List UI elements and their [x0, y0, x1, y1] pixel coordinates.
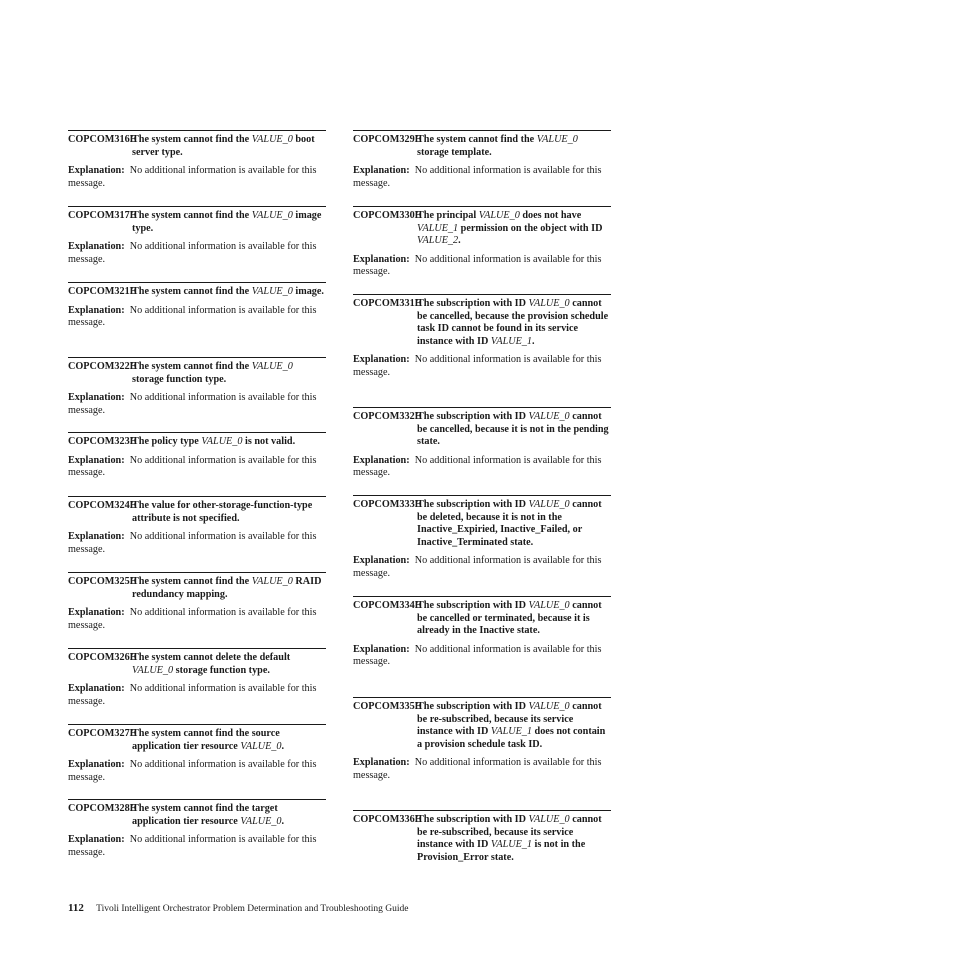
message-entry [353, 407, 611, 480]
variable-placeholder: VALUE_0 [132, 664, 174, 676]
message-text: The system cannot find the [132, 134, 252, 145]
variable-placeholder: VALUE_1 [417, 222, 459, 234]
variable-placeholder: VALUE_0 [240, 740, 282, 752]
explanation-label: Explanation: [68, 304, 125, 316]
message-code: COPCOM328E [68, 803, 137, 814]
message-text: The value for other-storage-function-type attribute is not specified. [132, 500, 313, 524]
message-entry [68, 130, 326, 190]
message-code: COPCOM324E [68, 500, 137, 511]
message-text: The system cannot find the target application tier resource [132, 803, 278, 827]
message-entry [68, 799, 326, 859]
message-text: storage function type. [132, 373, 227, 385]
message-code: COPCOM321E [68, 286, 137, 297]
message-text: The system cannot delete the default [132, 652, 291, 663]
variable-placeholder: VALUE_2 [417, 235, 459, 246]
explanation-text: No additional information is available for this message. [68, 607, 317, 631]
message-heading [68, 134, 326, 159]
message-entry [68, 357, 326, 417]
explanation-label: Explanation: [68, 392, 125, 403]
variable-placeholder: VALUE_0 [536, 134, 578, 145]
message-heading [68, 500, 326, 525]
variable-placeholder: VALUE_0 [251, 210, 293, 221]
message-heading [68, 436, 326, 449]
message-code: COPCOM327E [68, 728, 137, 739]
explanation-text: No additional information is available for this message. [353, 643, 602, 667]
message-text: image type. [132, 210, 322, 234]
message-code: COPCOM329E [353, 134, 422, 145]
explanation-text: No additional information is available for this message. [68, 759, 317, 783]
message-heading [353, 701, 611, 751]
message-entry [68, 496, 326, 556]
message-entry [353, 206, 611, 279]
variable-placeholder: VALUE_0 [251, 361, 293, 372]
explanation [68, 607, 326, 632]
message-text: permission on the object with ID [458, 222, 603, 234]
message-text: storage template. [417, 146, 492, 158]
variable-placeholder: VALUE_0 [528, 499, 570, 510]
variable-placeholder: VALUE_0 [251, 576, 293, 587]
variable-placeholder: VALUE_1 [490, 839, 532, 850]
explanation-text: No additional information is available for this message. [68, 454, 317, 478]
explanation [353, 354, 611, 379]
variable-placeholder: VALUE_1 [490, 726, 532, 737]
message-code: COPCOM316E [68, 134, 137, 145]
message-code: COPCOM317E [68, 210, 137, 221]
message-code: COPCOM333E [353, 499, 422, 510]
explanation-label: Explanation: [353, 454, 410, 466]
message-text: RAID redundancy mapping. [132, 576, 322, 600]
message-text: . [458, 235, 461, 246]
explanation [353, 757, 611, 782]
variable-placeholder: VALUE_0 [478, 210, 520, 221]
book-title: Tivoli Intelligent Orchestrator Problem Determination and Troubleshooting Guide [96, 904, 409, 914]
message-heading [353, 499, 611, 549]
explanation [68, 455, 326, 480]
message-entry [353, 130, 611, 190]
message-text: The subscription with ID [417, 701, 529, 712]
message-text: The policy type [132, 436, 202, 447]
message-entry [353, 596, 611, 669]
explanation [68, 759, 326, 784]
explanation-label: Explanation: [68, 683, 125, 694]
explanation [68, 834, 326, 859]
explanation-text: No additional information is available for this message. [68, 683, 317, 707]
message-text: image. [292, 286, 324, 297]
explanation-label: Explanation: [68, 454, 125, 466]
message-text: cannot be re-subscribed, because its service instance with ID [417, 701, 602, 737]
message-text: The system cannot find the source application tier resource [132, 728, 280, 752]
explanation-text: No additional information is available for this message. [353, 555, 602, 579]
message-code: COPCOM330E [353, 210, 422, 221]
variable-placeholder: VALUE_0 [528, 814, 570, 825]
message-heading [353, 411, 611, 449]
explanation-label: Explanation: [68, 165, 125, 176]
message-heading [68, 803, 326, 828]
message-heading [353, 210, 611, 248]
message-code: COPCOM323E [68, 436, 137, 447]
variable-placeholder: VALUE_0 [201, 436, 243, 447]
message-code: COPCOM334E [353, 600, 422, 611]
message-code: COPCOM335E [353, 701, 422, 712]
explanation-text: No additional information is available for this message. [68, 392, 317, 416]
explanation-text: No additional information is available for this message. [68, 834, 317, 858]
message-entry [353, 294, 611, 379]
message-text: does not have [519, 210, 582, 221]
message-code: COPCOM322E [68, 361, 137, 372]
message-text: The subscription with ID [417, 411, 529, 422]
message-text: The subscription with ID [417, 814, 529, 825]
message-entry [68, 432, 326, 480]
message-text: . [281, 815, 285, 827]
variable-placeholder: VALUE_0 [251, 134, 293, 145]
explanation [68, 165, 326, 190]
explanation [68, 241, 326, 266]
explanation-label: Explanation: [353, 643, 410, 655]
message-entry [68, 282, 326, 330]
message-code: COPCOM331E [353, 298, 422, 309]
message-heading [68, 728, 326, 753]
explanation [68, 683, 326, 708]
message-heading [68, 576, 326, 601]
message-text: cannot be re-subscribed, because its service instance with ID [417, 814, 602, 850]
explanation-label: Explanation: [68, 607, 125, 618]
variable-placeholder: VALUE_0 [528, 600, 570, 611]
message-text: storage function type. [173, 664, 270, 676]
variable-placeholder: VALUE_0 [528, 298, 570, 309]
message-heading [68, 286, 326, 299]
message-entry [68, 724, 326, 784]
message-heading [68, 361, 326, 386]
message-entry [353, 810, 611, 864]
message-heading [353, 134, 611, 159]
message-entry [353, 697, 611, 782]
message-text: The system cannot find the [132, 361, 252, 372]
message-code: COPCOM326E [68, 652, 137, 663]
explanation-text: No additional information is available for this message. [68, 241, 317, 265]
message-text: The subscription with ID [417, 499, 529, 510]
variable-placeholder: VALUE_0 [240, 815, 282, 827]
explanation-text: No additional information is available for this message. [353, 165, 602, 189]
message-text: The subscription with ID [417, 600, 529, 611]
variable-placeholder: VALUE_0 [251, 286, 293, 297]
explanation [68, 392, 326, 417]
message-text: cannot be cancelled or terminated, because it is already in the Inactive state. [417, 600, 602, 636]
message-text: boot server type. [132, 134, 315, 158]
message-code: COPCOM325E [68, 576, 137, 587]
explanation-label: Explanation: [68, 759, 125, 770]
message-entry [68, 572, 326, 632]
message-heading [68, 210, 326, 235]
explanation-text: No additional information is available for this message. [353, 454, 602, 478]
message-code: COPCOM336E [353, 814, 422, 825]
message-heading [68, 652, 326, 677]
explanation [68, 531, 326, 556]
explanation-label: Explanation: [353, 253, 410, 265]
explanation-text: No additional information is available for this message. [68, 165, 317, 189]
explanation-text: No additional information is available for this message. [353, 354, 602, 378]
message-entry [68, 648, 326, 708]
message-text: The system cannot find the [132, 576, 252, 587]
explanation [353, 555, 611, 580]
message-text: does not contain a provision schedule task ID. [417, 726, 606, 750]
message-text: The subscription with ID [417, 298, 529, 309]
message-text: The system cannot find the [132, 286, 252, 297]
explanation-text: No additional information is available for this message. [68, 304, 317, 328]
message-text: is not valid. [242, 436, 296, 447]
explanation-label: Explanation: [353, 354, 410, 365]
variable-placeholder: VALUE_0 [528, 411, 570, 422]
message-text: is not in the Provision_Error state. [417, 839, 586, 863]
message-entry [353, 495, 611, 580]
message-text: . [281, 740, 285, 752]
message-text: The system cannot find the [417, 134, 537, 145]
explanation-label: Explanation: [68, 531, 125, 542]
explanation-label: Explanation: [353, 757, 410, 768]
variable-placeholder: VALUE_0 [528, 701, 570, 712]
message-text: cannot be cancelled, because it is not in the pending state. [417, 411, 609, 447]
explanation [353, 644, 611, 669]
page-number: 112 [68, 902, 84, 914]
explanation [353, 455, 611, 480]
explanation-label: Explanation: [68, 834, 125, 845]
message-text: cannot be deleted, because it is not in the Inactive_Expiried, Inactive_Failed, or Inactive_Terminated state. [417, 499, 602, 548]
explanation-text: No additional information is available for this message. [353, 253, 602, 277]
message-text: The principal [417, 210, 479, 221]
message-heading [353, 298, 611, 348]
message-code: COPCOM332E [353, 411, 422, 422]
message-entry [68, 206, 326, 266]
explanation [68, 305, 326, 330]
message-text: cannot be cancelled, because the provision schedule task ID cannot be found in its service instance with ID [417, 298, 609, 347]
message-text: The system cannot find the [132, 210, 252, 221]
message-heading [353, 600, 611, 638]
page-footer [68, 902, 408, 914]
explanation-label: Explanation: [353, 555, 410, 566]
explanation [353, 165, 611, 190]
message-heading [353, 814, 611, 864]
explanation-text: No additional information is available for this message. [353, 757, 602, 781]
explanation-label: Explanation: [68, 241, 125, 252]
variable-placeholder: VALUE_1 [490, 335, 532, 347]
explanation [353, 254, 611, 279]
explanation-label: Explanation: [353, 165, 410, 176]
message-text: . [532, 335, 535, 347]
explanation-text: No additional information is available for this message. [68, 531, 317, 555]
